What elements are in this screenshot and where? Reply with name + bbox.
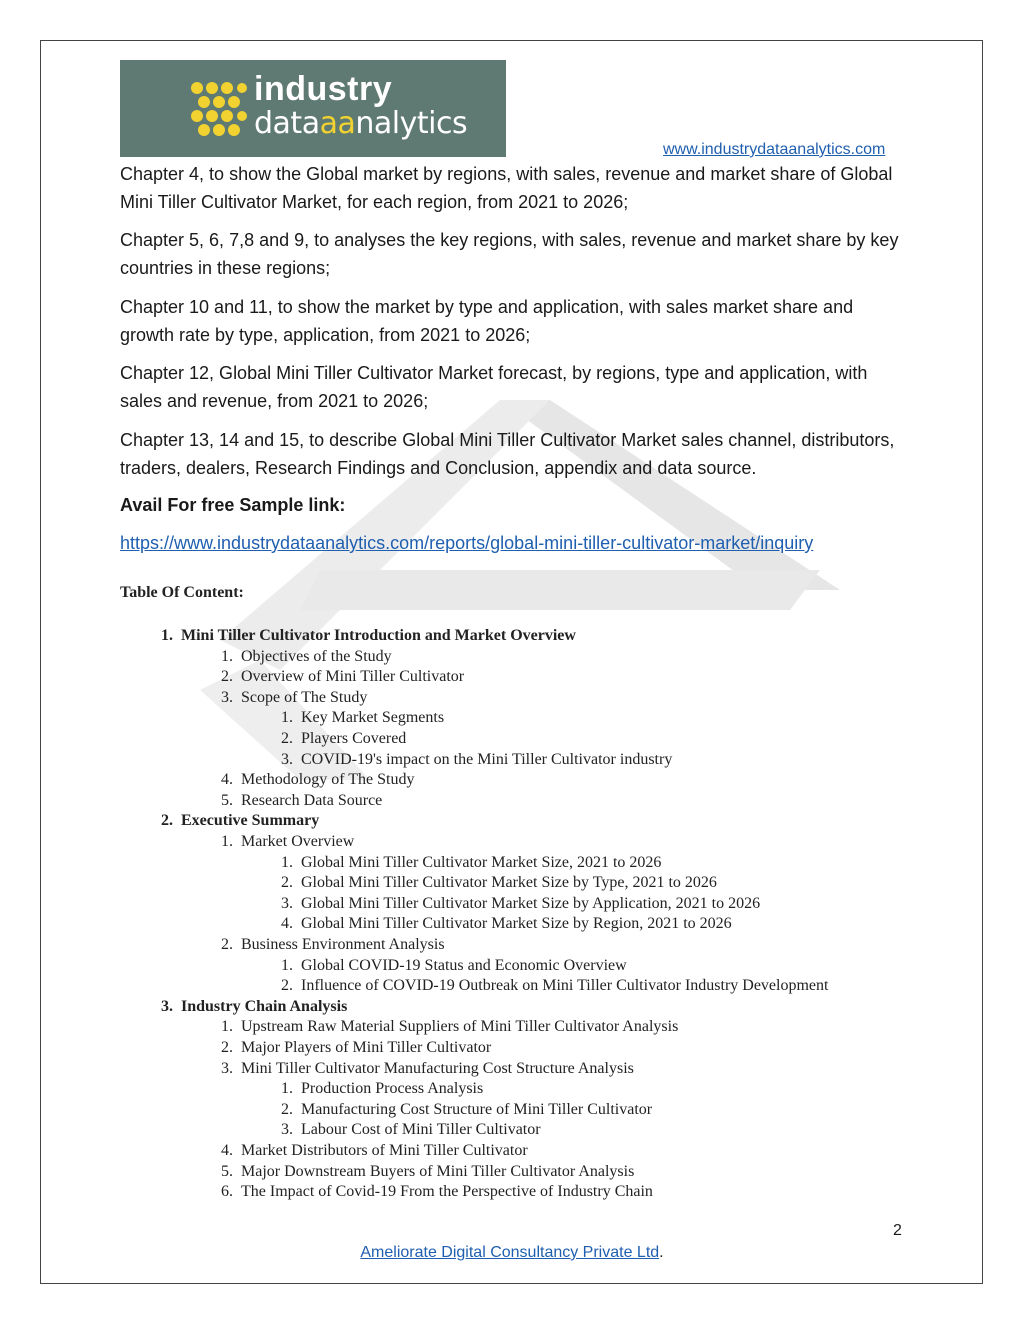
toc-item-number: 5. (221, 1162, 233, 1180)
toc-item-number: 2. (221, 1039, 233, 1056)
toc-item-number: 1. (281, 709, 293, 727)
sample-inquiry-link[interactable]: https://www.industrydataanalytics.com/reports/global-mini-tiller-cultivator-market/inquiry (120, 533, 814, 553)
toc-item-level-3 (281, 853, 662, 874)
toc-item-level-2 (221, 1162, 635, 1183)
toc-item-level-3 (281, 750, 673, 771)
toc-item-text: Business Environment Analysis (241, 936, 445, 953)
toc-item-number: 2. (281, 730, 293, 747)
toc-item-text: Objectives of the Study (241, 647, 392, 665)
toc-item-level-2 (221, 771, 415, 791)
toc-item-number: 4. (281, 915, 293, 933)
toc-item-level-3 (281, 709, 445, 729)
toc-item-level-2 (221, 668, 465, 688)
toc-item-number: 2. (281, 977, 293, 995)
toc-item-level-2 (221, 1183, 653, 1203)
footer-company-link[interactable]: Ameliorate Digital Consultancy Private Ltd (360, 1244, 660, 1261)
paragraph-chapter-4: Chapter 4, to show the Global market by regions, with sales, revenue and market share of Global Mini Tiller Cultivator Market, for each region, from 2021 to 2026; (120, 164, 893, 212)
toc-item-text: Market Distributors of Mini Tiller Cultivator (241, 1142, 528, 1159)
toc-item-number: 5. (221, 791, 233, 809)
toc-item-level-2 (221, 1039, 492, 1059)
dots-logo-icon (190, 81, 248, 137)
toc-item-text: Mini Tiller Cultivator Introduction and Market Overview (181, 627, 576, 644)
toc-item-text: Global Mini Tiller Cultivator Market Size by Region, 2021 to 2026 (301, 915, 732, 933)
toc-item-number: 1. (281, 853, 293, 871)
toc-item-text: Global COVID-19 Status and Economic Overview (301, 956, 627, 974)
logo-text-dataanalytics (254, 106, 467, 141)
toc-item-level-3 (281, 977, 829, 997)
toc-item-number: 2. (281, 874, 293, 892)
logo-text-part: data (254, 106, 320, 141)
footer (0, 1244, 1024, 1262)
toc-item-text: Major Players of Mini Tiller Cultivator (241, 1039, 492, 1056)
toc-item-level-1 (161, 812, 320, 832)
logo-text-industry: industry (254, 70, 393, 108)
toc-item-level-1 (161, 627, 576, 647)
toc-item-text: Research Data Source (241, 791, 383, 809)
toc-item-number: 1. (161, 627, 173, 644)
toc-item-level-3 (281, 1121, 541, 1141)
page-number: 2 (893, 1222, 902, 1239)
toc-item-text: Industry Chain Analysis (181, 997, 348, 1015)
toc-item-number: 3. (161, 997, 173, 1015)
paragraph-chapter-5-9: Chapter 5, 6, 7,8 and 9, to analyses the key regions, with sales, revenue and market share by key countries in these regions; (120, 230, 899, 278)
toc-item-text: Production Process Analysis (301, 1080, 484, 1098)
toc-item-text: Executive Summary (181, 812, 320, 830)
toc-item-level-3 (281, 730, 407, 750)
watermark-bar (300, 570, 820, 610)
toc-item-level-3 (281, 956, 627, 977)
logo-text-part: nalytics (355, 106, 468, 141)
footer-period: . (659, 1244, 664, 1261)
toc-heading: Table Of Content: (120, 584, 244, 601)
toc-item-number: 1. (221, 1018, 233, 1036)
toc-item-text: Key Market Segments (301, 709, 445, 727)
toc-item-level-2 (221, 647, 392, 668)
toc-item-number: 6. (221, 1183, 233, 1201)
toc-item-number: 4. (221, 1142, 233, 1159)
toc-item-text: Global Mini Tiller Cultivator Market Size by Application, 2021 to 2026 (301, 894, 761, 912)
toc-item-level-3 (281, 1080, 484, 1100)
toc-item-number: 1. (281, 956, 293, 974)
toc-item-text: Global Mini Tiller Cultivator Market Size by Type, 2021 to 2026 (301, 874, 717, 892)
toc-item-text: Global Mini Tiller Cultivator Market Size, 2021 to 2026 (301, 853, 662, 871)
toc-item-level-2 (221, 1018, 679, 1038)
toc-item-number: 2. (221, 936, 233, 953)
toc-item-text: Overview of Mini Tiller Cultivator (241, 668, 465, 686)
toc-item-number: 4. (221, 771, 233, 789)
company-logo (120, 60, 506, 157)
logo-text-accent: aa (319, 106, 356, 141)
sample-heading: Avail For free Sample link: (120, 495, 346, 515)
paragraph-chapter-12: Chapter 12, Global Mini Tiller Cultivator Market forecast, by regions, type and application, with sales and revenue, from 2021 to 2026; (120, 363, 868, 411)
toc-item-number: 1. (281, 1080, 293, 1098)
website-link[interactable]: www.industrydataanalytics.com (663, 141, 886, 158)
toc-item-text: Upstream Raw Material Suppliers of Mini Tiller Cultivator Analysis (241, 1018, 679, 1036)
toc-item-text: Manufacturing Cost Structure of Mini Tiller Cultivator (301, 1100, 653, 1118)
toc-item-number: 2. (221, 668, 233, 686)
toc-item-text: Players Covered (301, 730, 407, 747)
toc-item-level-3 (281, 894, 761, 915)
toc-item-level-2 (221, 1142, 528, 1162)
toc-item-level-3 (281, 1100, 653, 1121)
toc-item-number: 3. (281, 750, 293, 768)
toc-item-number: 2. (281, 1100, 293, 1118)
toc-item-text: COVID-19's impact on the Mini Tiller Cultivator industry (301, 750, 673, 768)
toc-item-number: 3. (221, 688, 233, 706)
toc-item-text: Mini Tiller Cultivator Manufacturing Cost Structure Analysis (241, 1059, 634, 1077)
toc-item-level-2 (221, 688, 368, 709)
toc-item-number: 3. (281, 1121, 293, 1139)
toc-item-number: 1. (221, 647, 233, 665)
toc-item-text: Market Overview (241, 833, 355, 850)
toc-item-level-2 (221, 791, 383, 812)
toc-item-number: 2. (161, 812, 173, 830)
paragraph-chapter-10-11: Chapter 10 and 11, to show the market by type and application, with sales market share and growth rate by type, application, from 2021 to 2026; (120, 297, 854, 345)
toc-item-level-2 (221, 936, 445, 956)
toc-item-text: The Impact of Covid-19 From the Perspective of Industry Chain (241, 1183, 653, 1201)
toc-item-number: 3. (221, 1059, 233, 1077)
toc-item-text: Scope of The Study (241, 688, 368, 706)
toc-item-text: Methodology of The Study (241, 771, 415, 789)
toc-item-number: 1. (221, 833, 233, 850)
toc-item-text: Labour Cost of Mini Tiller Cultivator (301, 1121, 541, 1139)
toc-item-text: Major Downstream Buyers of Mini Tiller Cultivator Analysis (241, 1162, 635, 1180)
toc-item-level-3 (281, 915, 732, 935)
toc-item-level-3 (281, 874, 717, 894)
toc-item-level-2 (221, 1059, 634, 1080)
toc-item-number: 3. (281, 894, 293, 912)
toc-item-level-2 (221, 833, 355, 853)
toc-item-text: Influence of COVID-19 Outbreak on Mini Tiller Cultivator Industry Development (301, 977, 829, 995)
toc-item-level-1 (161, 997, 348, 1018)
paragraph-chapter-13-15: Chapter 13, 14 and 15, to describe Global Mini Tiller Cultivator Market sales channel, distributors, traders, dealers, Research Findings and Conclusion, appendix and data source. (120, 430, 895, 478)
